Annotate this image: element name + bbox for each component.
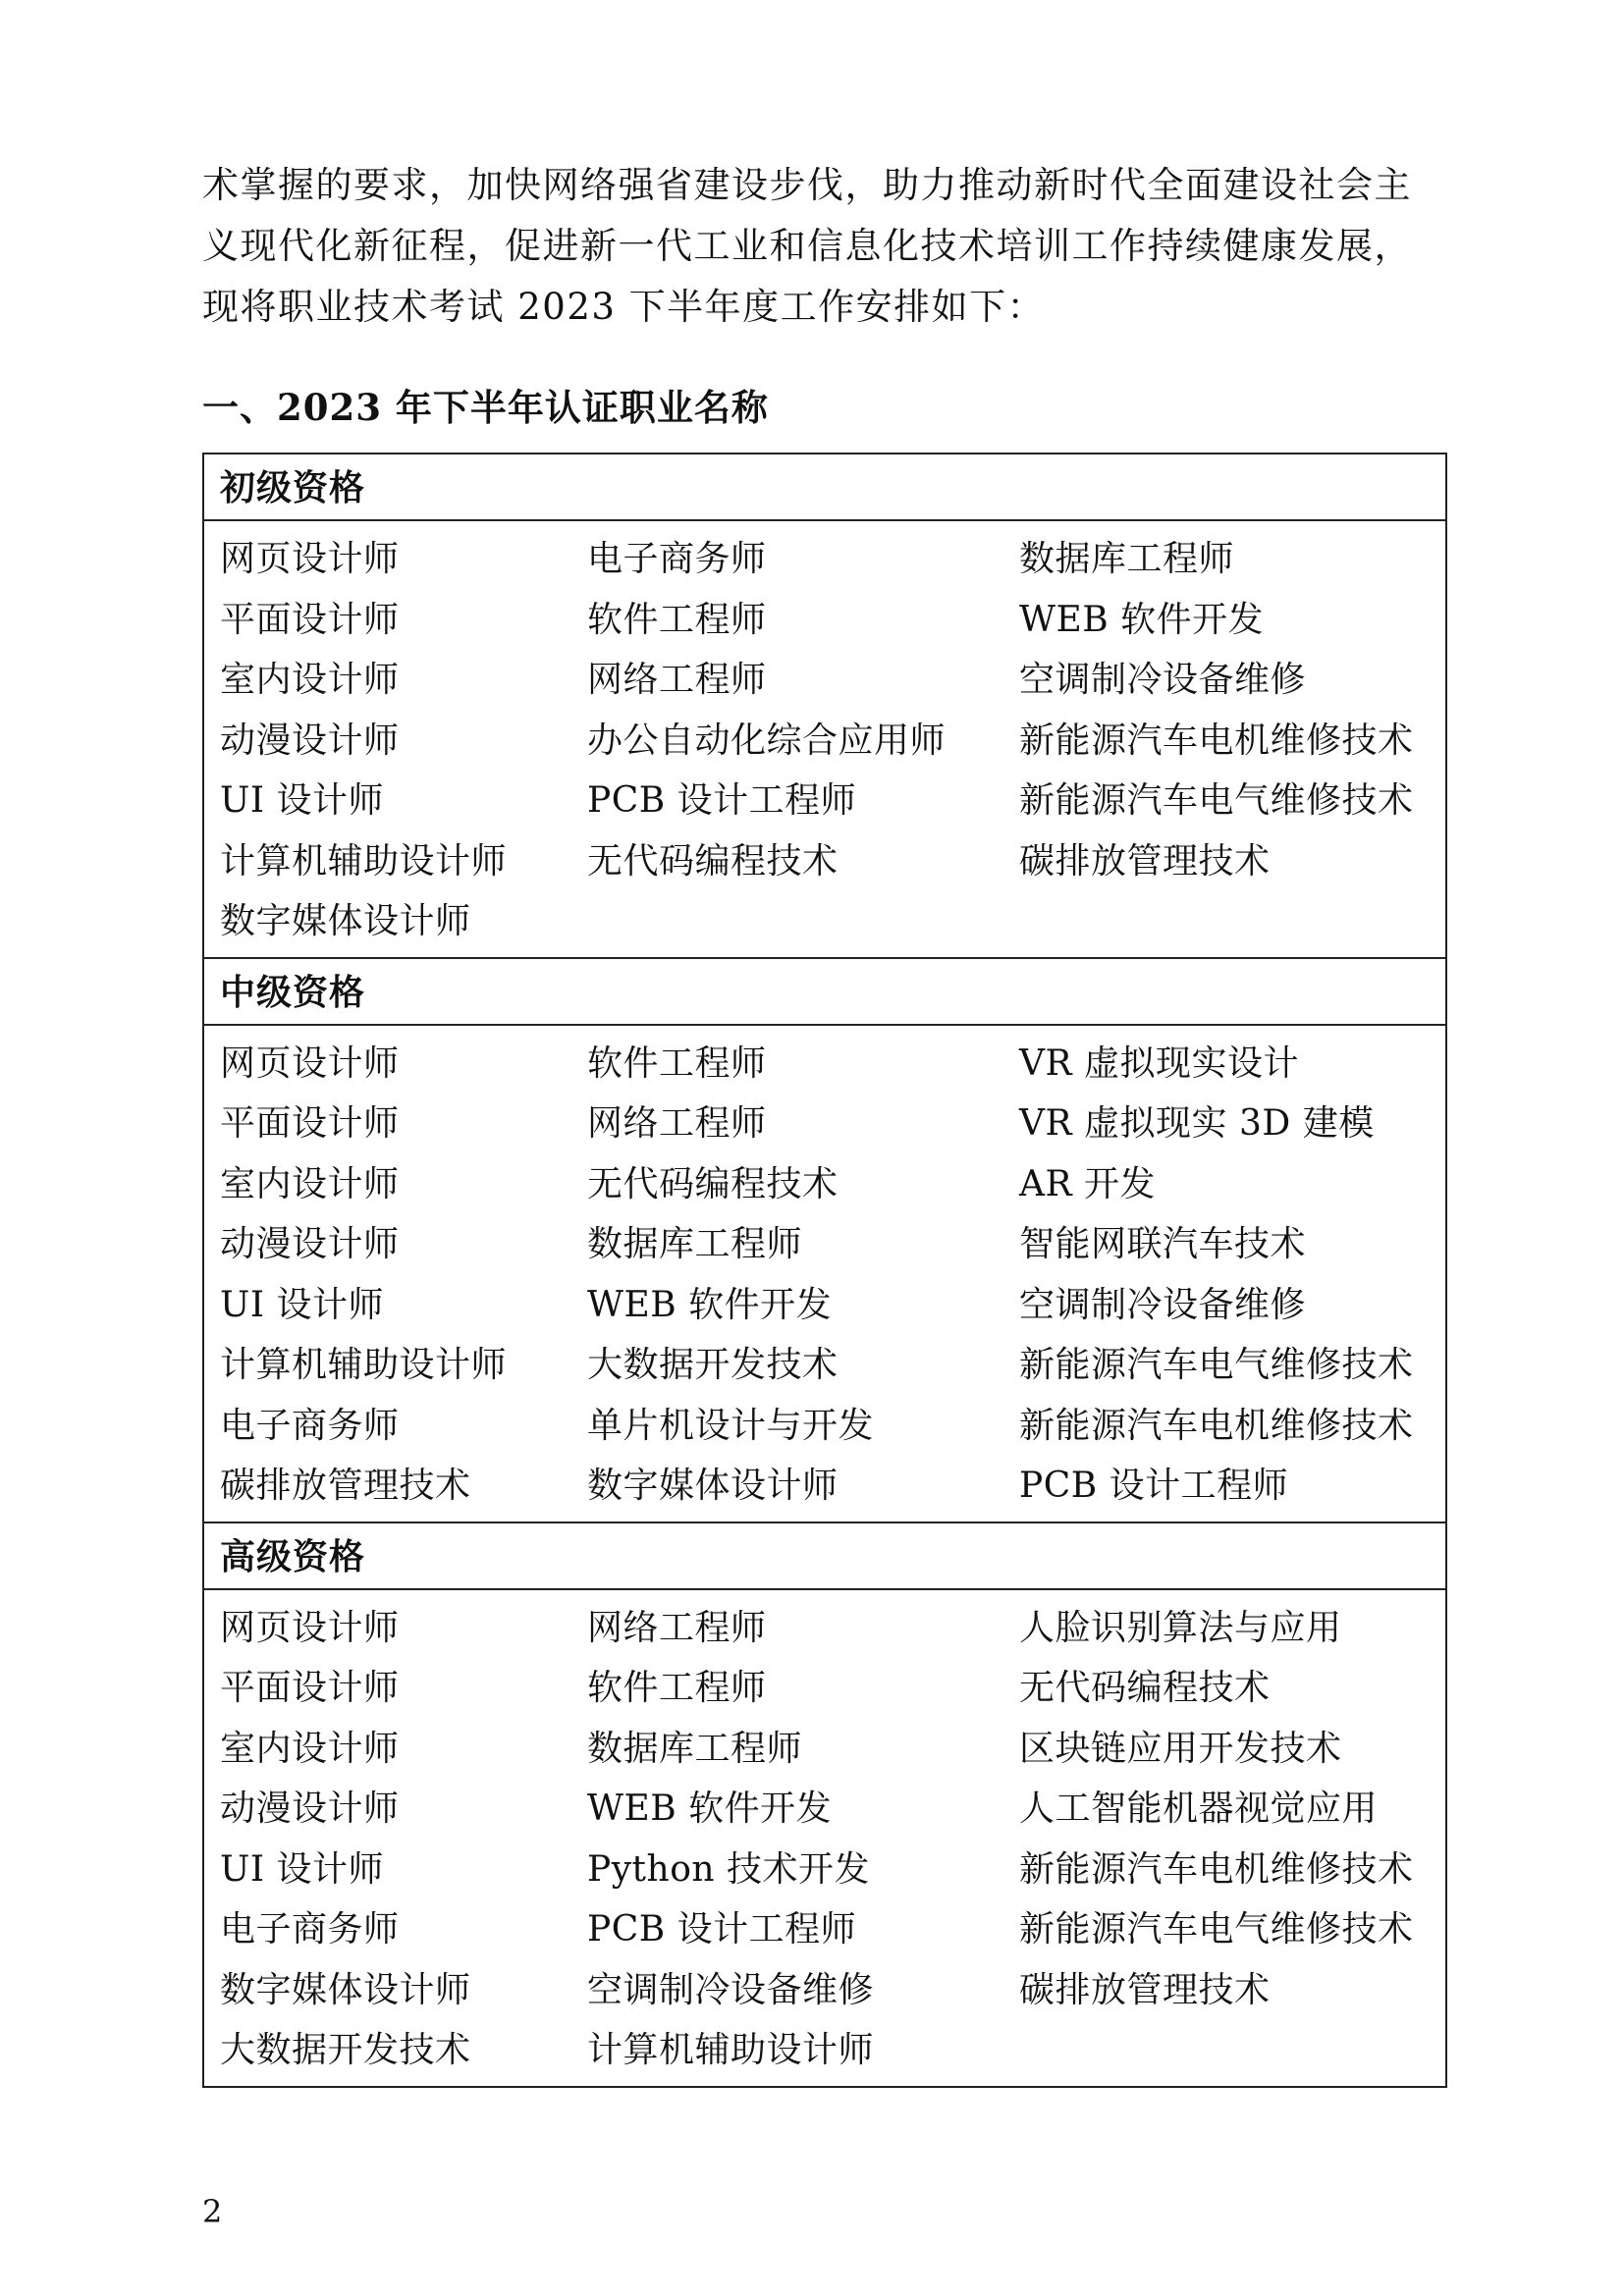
table-row	[220, 1091, 1445, 1151]
intro-line: 术掌握的要求，加快网络强省建设步伐，助力推动新时代全面建设社会主	[202, 164, 1412, 206]
occupation-name: 空调制冷设备维修	[1019, 660, 1307, 701]
occupation-name: 网络工程师	[587, 1103, 767, 1145]
occupation-name: 数字媒体设计师	[587, 1466, 839, 1507]
occupation-name: 新能源汽车电气维修技术	[1019, 1345, 1414, 1386]
occupation-name: WEB 软件开发	[1019, 599, 1265, 640]
table-row	[220, 768, 1445, 828]
table-row	[220, 2017, 1445, 2078]
occupation-name: 办公自动化综合应用师	[587, 720, 947, 761]
occupation-name: 新能源汽车电气维修技术	[1019, 1909, 1414, 1950]
table-row	[220, 1896, 1445, 1957]
occupation-name: VR 虚拟现实设计	[1019, 1042, 1300, 1084]
intro-paragraph	[202, 155, 1459, 338]
occupation-name: 计算机辅助设计师	[220, 1345, 508, 1386]
table-row	[220, 1211, 1445, 1272]
occupation-name: 网页设计师	[220, 1042, 400, 1084]
occupation-name: 网络工程师	[587, 660, 767, 701]
occupation-name: 大数据开发技术	[220, 2030, 471, 2071]
occupation-name: VR 虚拟现实 3D 建模	[1019, 1103, 1375, 1145]
occupation-name: 软件工程师	[587, 599, 767, 640]
occupation-name: 大数据开发技术	[587, 1345, 839, 1386]
occupation-name: 无代码编程技术	[1019, 1668, 1271, 1709]
occupation-name: WEB 软件开发	[587, 1789, 833, 1830]
occupation-name: 智能网联汽车技术	[1019, 1224, 1307, 1265]
occupation-name: WEB 软件开发	[587, 1284, 833, 1325]
occupation-name: 软件工程师	[587, 1042, 767, 1084]
table-row	[220, 1716, 1445, 1777]
level-list-junior	[204, 521, 1445, 959]
occupation-name: 区块链应用开发技术	[1019, 1728, 1342, 1769]
table-row	[220, 828, 1445, 889]
table-row	[220, 1031, 1445, 1092]
table-row	[220, 647, 1445, 708]
occupation-name: 平面设计师	[220, 599, 400, 640]
occupation-name: 电子商务师	[587, 539, 767, 580]
level-header-senior: 高级资格	[204, 1523, 1445, 1590]
occupation-name: 新能源汽车电机维修技术	[1019, 1405, 1414, 1446]
occupation-name: 平面设计师	[220, 1103, 400, 1145]
occupation-name: 人工智能机器视觉应用	[1019, 1789, 1379, 1830]
occupation-name: UI 设计师	[220, 1284, 385, 1325]
occupation-name: 无代码编程技术	[587, 840, 839, 881]
table-row	[220, 1272, 1445, 1333]
occupation-name: AR 开发	[1019, 1163, 1157, 1204]
occupation-name: 人脸识别算法与应用	[1019, 1607, 1342, 1648]
occupation-name: 网络工程师	[587, 1607, 767, 1648]
occupation-name: 室内设计师	[220, 1163, 400, 1204]
occupation-name: 计算机辅助设计师	[220, 840, 508, 881]
occupation-name: 碳排放管理技术	[1019, 840, 1271, 881]
occupation-name: 软件工程师	[587, 1668, 767, 1709]
occupation-name: UI 设计师	[220, 1848, 385, 1890]
certification-table	[202, 453, 1447, 2088]
occupation-name: 动漫设计师	[220, 1224, 400, 1265]
occupation-name: 空调制冷设备维修	[1019, 1284, 1307, 1325]
table-row	[220, 1957, 1445, 2018]
occupation-name: 计算机辅助设计师	[587, 2030, 875, 2071]
level-header-junior: 初级资格	[204, 454, 1445, 521]
occupation-name: 空调制冷设备维修	[587, 1969, 875, 2010]
table-row	[220, 1595, 1445, 1656]
occupation-name: 数字媒体设计师	[220, 901, 471, 942]
section-heading: 一、2023 年下半年认证职业名称	[202, 386, 769, 429]
intro-line: 义现代化新征程，促进新一代工业和信息化技术培训工作持续健康发展，	[202, 225, 1412, 267]
occupation-name: 数据库工程师	[587, 1224, 803, 1265]
level-list-senior	[204, 1590, 1445, 2086]
occupation-name: 电子商务师	[220, 1909, 400, 1950]
occupation-name: 新能源汽车电气维修技术	[1019, 780, 1414, 822]
occupation-name: 室内设计师	[220, 1728, 400, 1769]
page-number: 2	[202, 2193, 223, 2230]
occupation-name: 数据库工程师	[1019, 539, 1235, 580]
occupation-name: 平面设计师	[220, 1668, 400, 1709]
occupation-name: 碳排放管理技术	[220, 1466, 471, 1507]
table-row	[220, 587, 1445, 648]
occupation-name: 新能源汽车电机维修技术	[1019, 720, 1414, 761]
occupation-name: 室内设计师	[220, 660, 400, 701]
occupation-name: 网页设计师	[220, 539, 400, 580]
occupation-name: Python 技术开发	[587, 1848, 871, 1890]
occupation-name: 新能源汽车电机维修技术	[1019, 1848, 1414, 1890]
occupation-name: UI 设计师	[220, 780, 385, 822]
table-row	[220, 526, 1445, 587]
table-row	[220, 1655, 1445, 1716]
table-row	[220, 1393, 1445, 1454]
occupation-name: PCB 设计工程师	[587, 780, 857, 822]
table-row	[220, 1151, 1445, 1212]
occupation-name: 数据库工程师	[587, 1728, 803, 1769]
table-row	[220, 1837, 1445, 1897]
occupation-name: PCB 设计工程师	[1019, 1466, 1289, 1507]
occupation-name: 网页设计师	[220, 1607, 400, 1648]
table-row	[220, 1332, 1445, 1393]
occupation-name: 动漫设计师	[220, 720, 400, 761]
table-row	[220, 1453, 1445, 1514]
level-list-intermediate	[204, 1026, 1445, 1523]
table-row	[220, 888, 1445, 949]
table-row	[220, 708, 1445, 769]
occupation-name: 动漫设计师	[220, 1789, 400, 1830]
occupation-name: 电子商务师	[220, 1405, 400, 1446]
occupation-name: 数字媒体设计师	[220, 1969, 471, 2010]
level-header-intermediate: 中级资格	[204, 959, 1445, 1026]
occupation-name: 碳排放管理技术	[1019, 1969, 1271, 2010]
occupation-name: 单片机设计与开发	[587, 1405, 875, 1446]
occupation-name: 无代码编程技术	[587, 1163, 839, 1204]
occupation-name: PCB 设计工程师	[587, 1909, 857, 1950]
table-row	[220, 1776, 1445, 1837]
intro-line: 现将职业技术考试 2023 下半年度工作安排如下：	[202, 286, 1046, 328]
